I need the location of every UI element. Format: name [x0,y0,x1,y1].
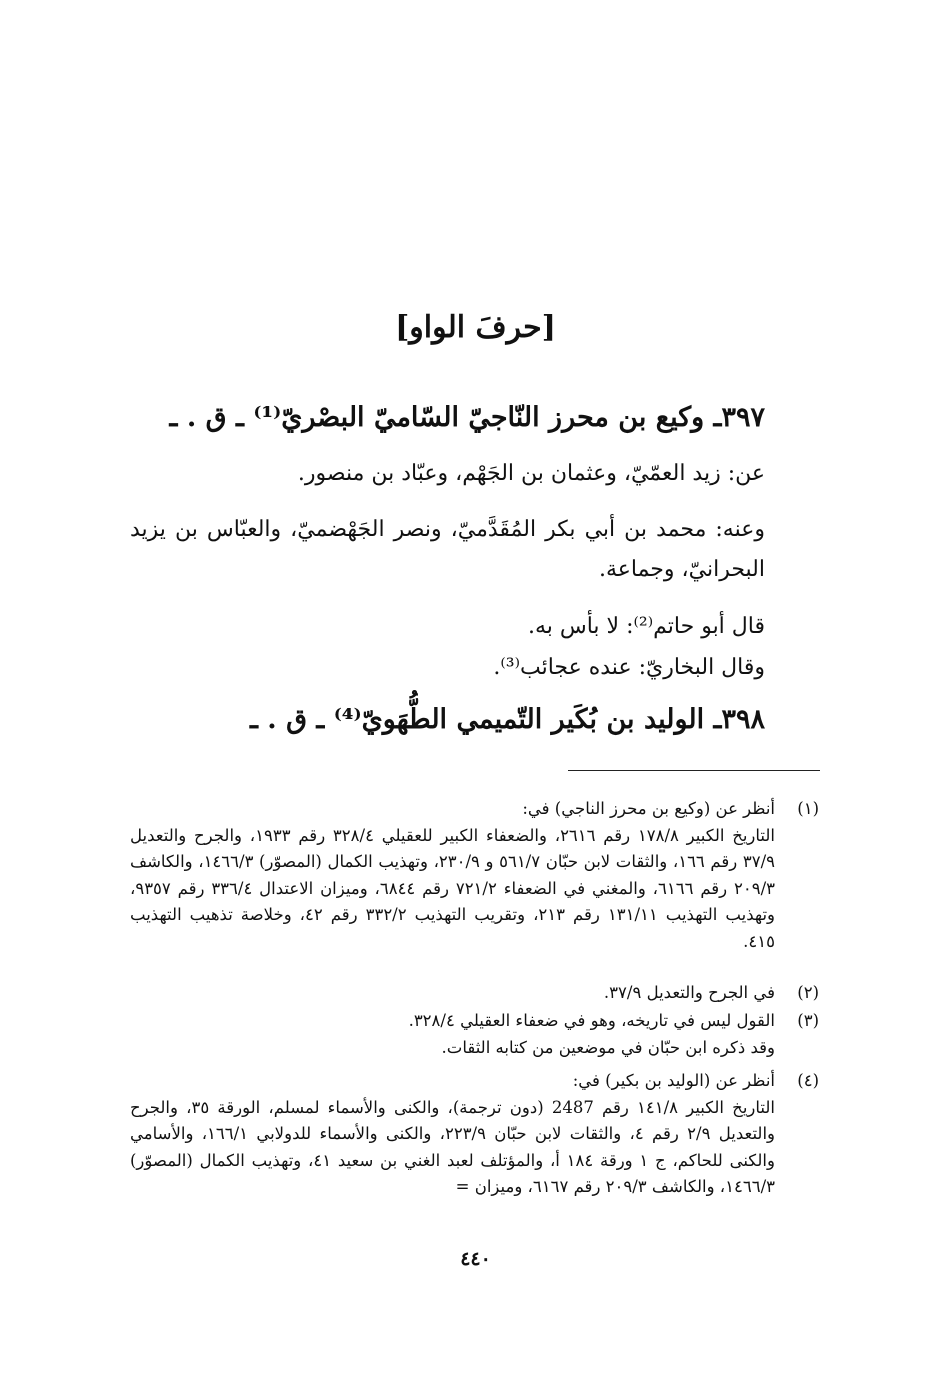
entry-397-quote-abu-hatim: قال أبو حاتم⁽²⁾: لا بأس به. [527,614,765,639]
entry-398-heading: ٣٩٨ـ الوليد بن بُكَير التّميمي الطُّهَويّ⁽⁴⁾ ـ ق . ـ [249,704,765,735]
footnote-lead: القول ليس في تاريخه، وهو في ضعفاء العقيلي ٣٢٨/٤. [408,1011,775,1030]
footnote-number: (٢) [797,983,819,1002]
footnote-number: (٣) [797,1011,819,1030]
footnote-2 [130,980,819,1007]
entry-397-quote-bukhari: وقال البخاريّ: عنده عجائب⁽³⁾. [493,655,765,680]
entry-397-heading: ٣٩٧ـ وكيع بن محرز النّاجيّ السّاميّ البصْريّ⁽¹⁾ ـ ق . ـ [169,402,765,433]
footnote-separator [568,770,820,771]
page-number: ٤٤٠ [460,1248,491,1270]
footnote-number: (٤) [797,1071,819,1090]
footnote-4 [130,1068,819,1201]
footnote-text: التاريخ الكبير ١٧٨/٨ رقم ٢٦١٦، والضعفاء الكبير للعقيلي ٣٢٨/٤ رقم ١٩٣٣، والجرح والتعديل ٣٧/٩ رقم ١٦٦، والثقات لابن حبّان ٥٦١/٧ و ٢٣٠/٩، وتهذيب الكمال (المصوّر) ١٤٦٦/٣، والكاشف ٢٠٩/٣ رقم ٦١٦٦، والمغني في الضعفاء ٧٢١/٢ رقم ٦٨٤٤، وميزان الاعتدال ٣٣٦/٤ رقم ٩٣٥٧، وتهذيب التهذيب ١٣١/١١ رقم ٢١٣، وتقريب التهذيب ٣٣٢/٢ رقم ٤٢، وخلاصة تذهيب التهذيب ٤١٥. [130,825,776,951]
footnote-lead: في الجرح والتعديل ٣٧/٩. [603,983,775,1002]
footnote-lead: أنظر عن (الوليد بن بكير) في: [572,1071,775,1090]
footnote-extra: وقد ذكره ابن حبّان في موضعين من كتابه الثقات. [441,1037,775,1057]
entry-397-teachers: عن: زيد العمّيّ، وعثمان بن الجَهْم، وعبّاد بن منصور. [297,461,765,486]
footnote-lead: أنظر عن (وكيع بن محرز الناجي) في: [522,799,775,818]
footnote-3 [130,1008,819,1061]
footnote-text: التاريخ الكبير ١٤١/٨ رقم 2487 (دون ترجمة)، والكنى والأسماء لمسلم، الورقة ٣٥، والجرح والتعديل ٢/٩ رقم ٤، والثقات لابن حبّان ٢٢٣/٩، والكنى والأسماء للدولابي ١٦٦/١، والأسامي والكنى للحاكم، ج ١ ورقة ١٨٤ أ، والمؤتلف لعبد الغني بن سعيد ٤١، وتهذيب الكمال (المصوّر) ١٤٦٦/٣، والكاشف ٢٠٩/٣ رقم ٦١٦٧، وميزان = [130,1097,776,1196]
entry-397-students: وعنه: محمد بن أبي بكر المُقَدَّميّ، ونصر الجَهْضميّ، والعبّاس بن يزيد البحرانيّ، وجماعة. [130,517,765,582]
footnote-number: (١) [797,799,819,818]
footnote-1 [130,796,819,955]
chapter-title: [حرفَ الواو] [395,310,556,345]
